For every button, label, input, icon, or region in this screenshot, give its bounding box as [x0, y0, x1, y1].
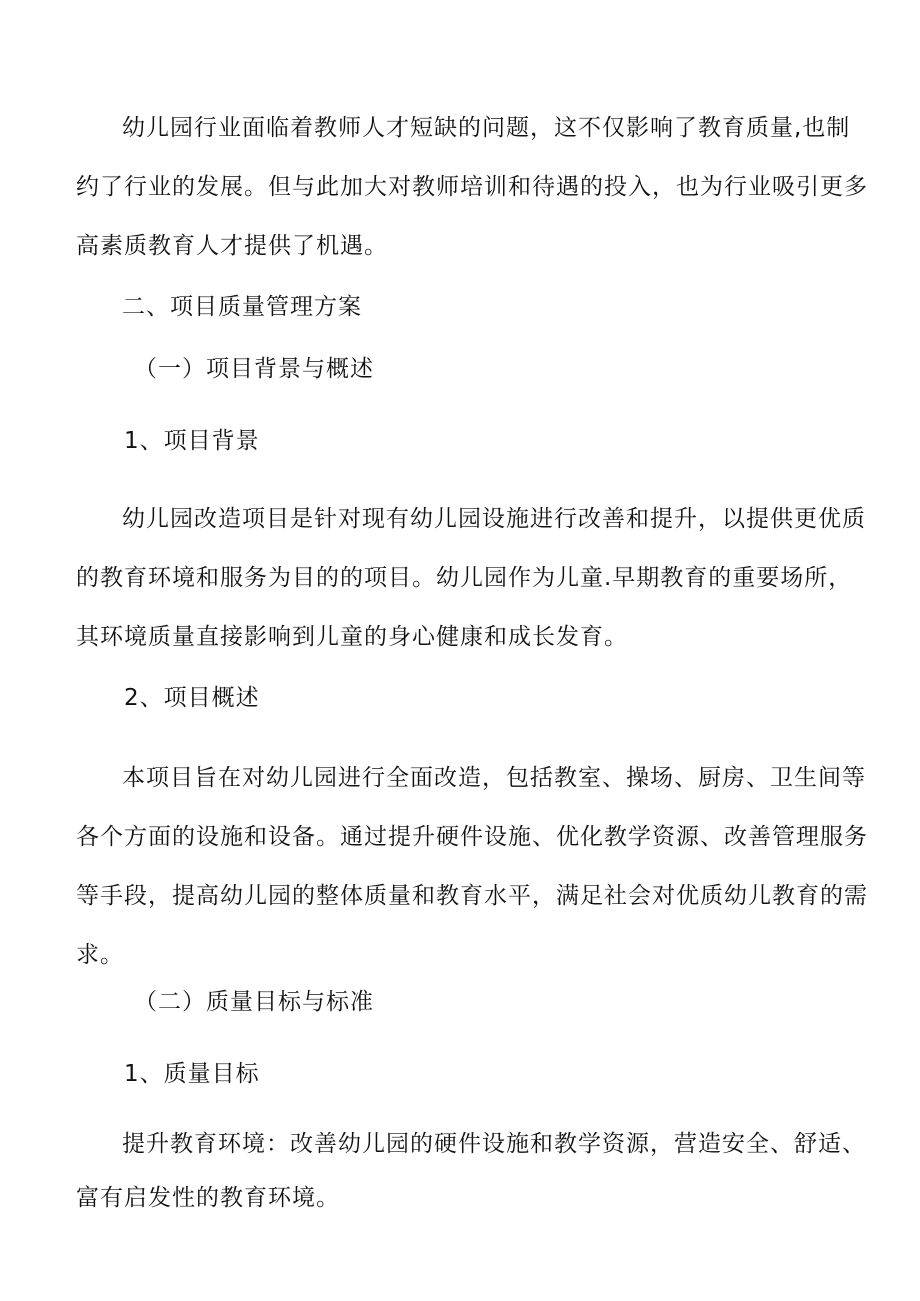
paragraph-line: 本项目旨在对幼儿园进行全面改造，包括教室、操场、厨房、卫生间等	[122, 765, 866, 791]
paragraph-line: 的教育环境和服务为目的的项目。幼儿园作为儿童.早期教育的重要场所，	[76, 565, 853, 591]
section-heading: 二、项目质量管理方案	[122, 294, 362, 320]
paragraph-project-background	[76, 490, 866, 667]
subsection-heading: （一）项目背景与概述	[134, 356, 374, 382]
paragraph-line: 提升教育环境：改善幼儿园的硬件设施和教学资源，营造安全、舒适、	[122, 1131, 866, 1157]
paragraph-line: 高素质教育人才提供了机遇。	[76, 233, 388, 259]
paragraph-line: 幼儿园改造项目是针对现有幼儿园设施进行改善和提升，以提供更优质	[122, 506, 866, 532]
paragraph-quality-goal	[76, 1117, 866, 1225]
paragraph-line: 幼儿园行业面临着教师人才短缺的问题，这不仅影响了教育质量,也制	[122, 115, 851, 141]
paragraph-line: 等手段，提高幼儿园的整体质量和教育水平，满足社会对优质幼儿教育的需	[76, 883, 868, 909]
paragraph-line: 富有启发性的教育环境。	[76, 1185, 340, 1211]
item-heading: 1、质量目标	[124, 1061, 260, 1087]
paragraph-line: 约了行业的发展。但与此加大对教师培训和待遇的投入，也为行业吸引更多	[76, 174, 868, 200]
paragraph-line: 其环境质量直接影响到儿童的身心健康和成长发育。	[76, 624, 628, 650]
paragraph-line: 各个方面的设施和设备。通过提升硬件设施、优化教学资源、改善管理服务	[76, 824, 868, 850]
paragraph-industry-challenges	[76, 99, 868, 276]
paragraph-line: 求。	[76, 942, 124, 968]
item-heading: 1、项目背景	[124, 428, 260, 454]
paragraph-project-overview	[76, 749, 868, 985]
subsection-heading: （二）质量目标与标准	[134, 989, 374, 1015]
item-heading: 2、项目概述	[124, 685, 260, 711]
